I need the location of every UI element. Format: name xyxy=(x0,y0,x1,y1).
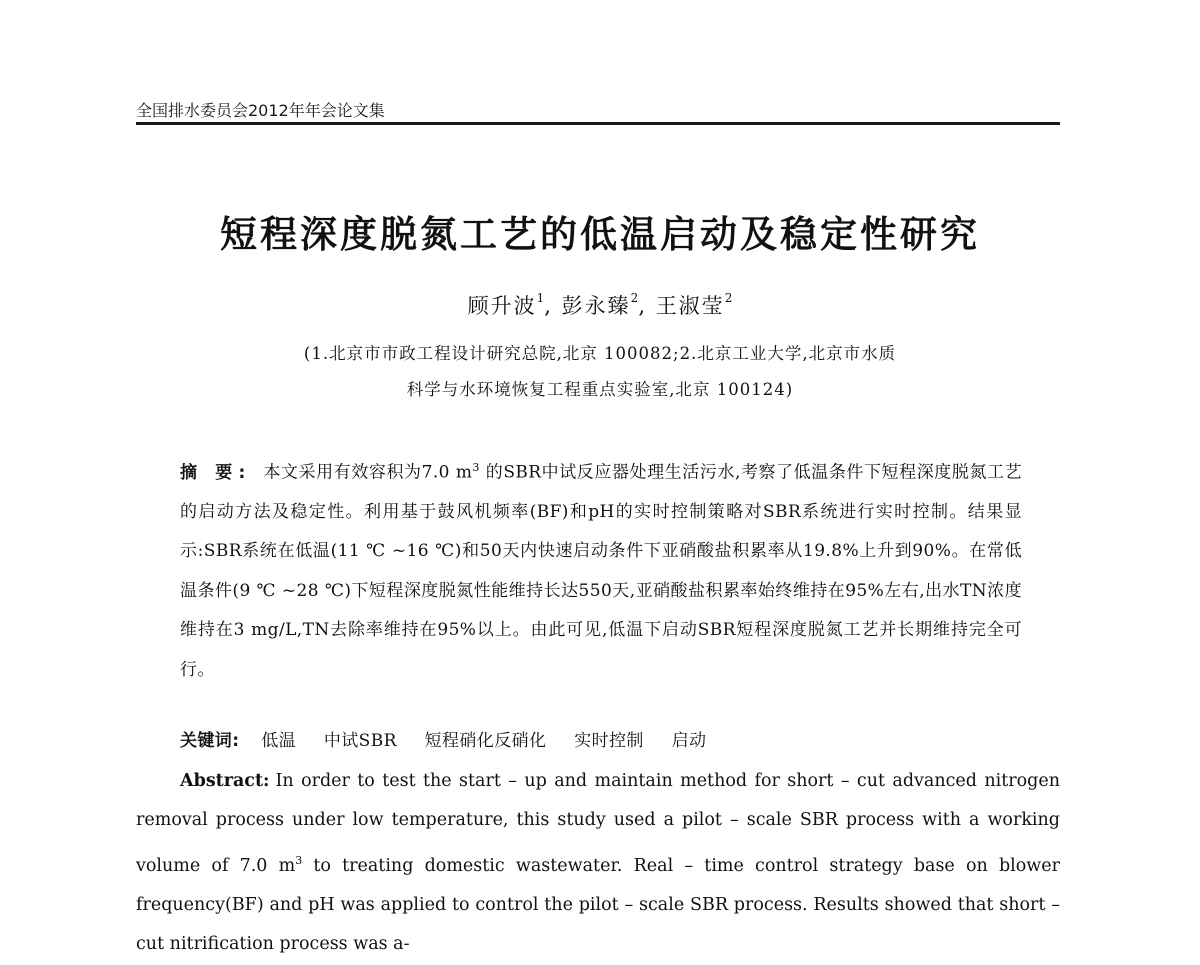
keyword: 中试SBR xyxy=(323,731,397,751)
running-header: 全国排水委员会2012年年会论文集 xyxy=(136,101,385,120)
author-affiliation-mark: 2 xyxy=(724,291,733,305)
chinese-abstract xyxy=(180,448,1022,690)
author-name: 顾升波 xyxy=(467,294,537,318)
unit-superscript: 3 xyxy=(295,853,303,867)
abstract-label: 摘 要: xyxy=(180,462,252,483)
author-affiliation-mark: 2 xyxy=(630,291,639,305)
keyword: 实时控制 xyxy=(574,731,644,751)
author-affiliation-mark: 1 xyxy=(536,291,545,305)
author-list xyxy=(0,290,1200,320)
english-abstract-text: In order to test the start – up and maintain method for short – cut advanced nitrogen removal process under low temperature, this study used a pilot – scale SBR process with a working volume of 7.0 m xyxy=(136,771,1060,876)
english-abstract-text-continued: to treating domestic wastewater. Real – time control strategy base on blower frequency(BF) and pH was applied to control the pilot – scale SBR process. Results showed that short – cut nitrification process was a- xyxy=(136,855,1060,955)
header-rule xyxy=(136,122,1060,125)
paper-title: 短程深度脱氮工艺的低温启动及稳定性研究 xyxy=(220,213,980,256)
affiliation-line-1: (1.北京市市政工程设计研究总院,北京 100082;2.北京工业大学,北京市水质 xyxy=(303,344,897,363)
keywords-label: 关键词: xyxy=(180,731,240,751)
abstract-text: 本文采用有效容积为7.0 m xyxy=(263,462,473,483)
affiliation-line-2: 科学与水环境恢复工程重点实验室,北京 100124) xyxy=(406,380,794,399)
author-name: 王淑莹 xyxy=(655,294,725,318)
keywords xyxy=(180,726,1022,751)
author-separator: , xyxy=(544,294,553,318)
unit-superscript: 3 xyxy=(472,461,480,474)
keyword: 启动 xyxy=(671,731,707,751)
english-abstract-label: Abstract: xyxy=(180,771,270,791)
author-separator: , xyxy=(638,294,647,318)
keyword: 短程硝化反硝化 xyxy=(424,731,547,751)
abstract-text-continued: 的SBR中试反应器处理生活污水,考察了低温条件下短程深度脱氮工艺的启动方法及稳定性。利用基于鼓风机频率(BF)和pH的实时控制策略对SBR系统进行实时控制。结果显示:SBR系统在低温(11 ℃ ~16 ℃)和50天内快速启动条件下亚硝酸盐积累率从19.8%上升到90%。在常低温条件(9 ℃ ~28 ℃)下短程深度脱氮性能维持长达550天,亚硝酸盐积累率始终维持在95%左右,出水TN浓度维持在3 mg/L,TN去除率维持在95%以上。由此可见,低温下启动SBR短程深度脱氮工艺并长期维持完全可行。 xyxy=(180,462,1022,680)
author-name: 彭永臻 xyxy=(561,294,631,318)
english-abstract xyxy=(136,762,1060,965)
keyword: 低温 xyxy=(261,731,297,751)
